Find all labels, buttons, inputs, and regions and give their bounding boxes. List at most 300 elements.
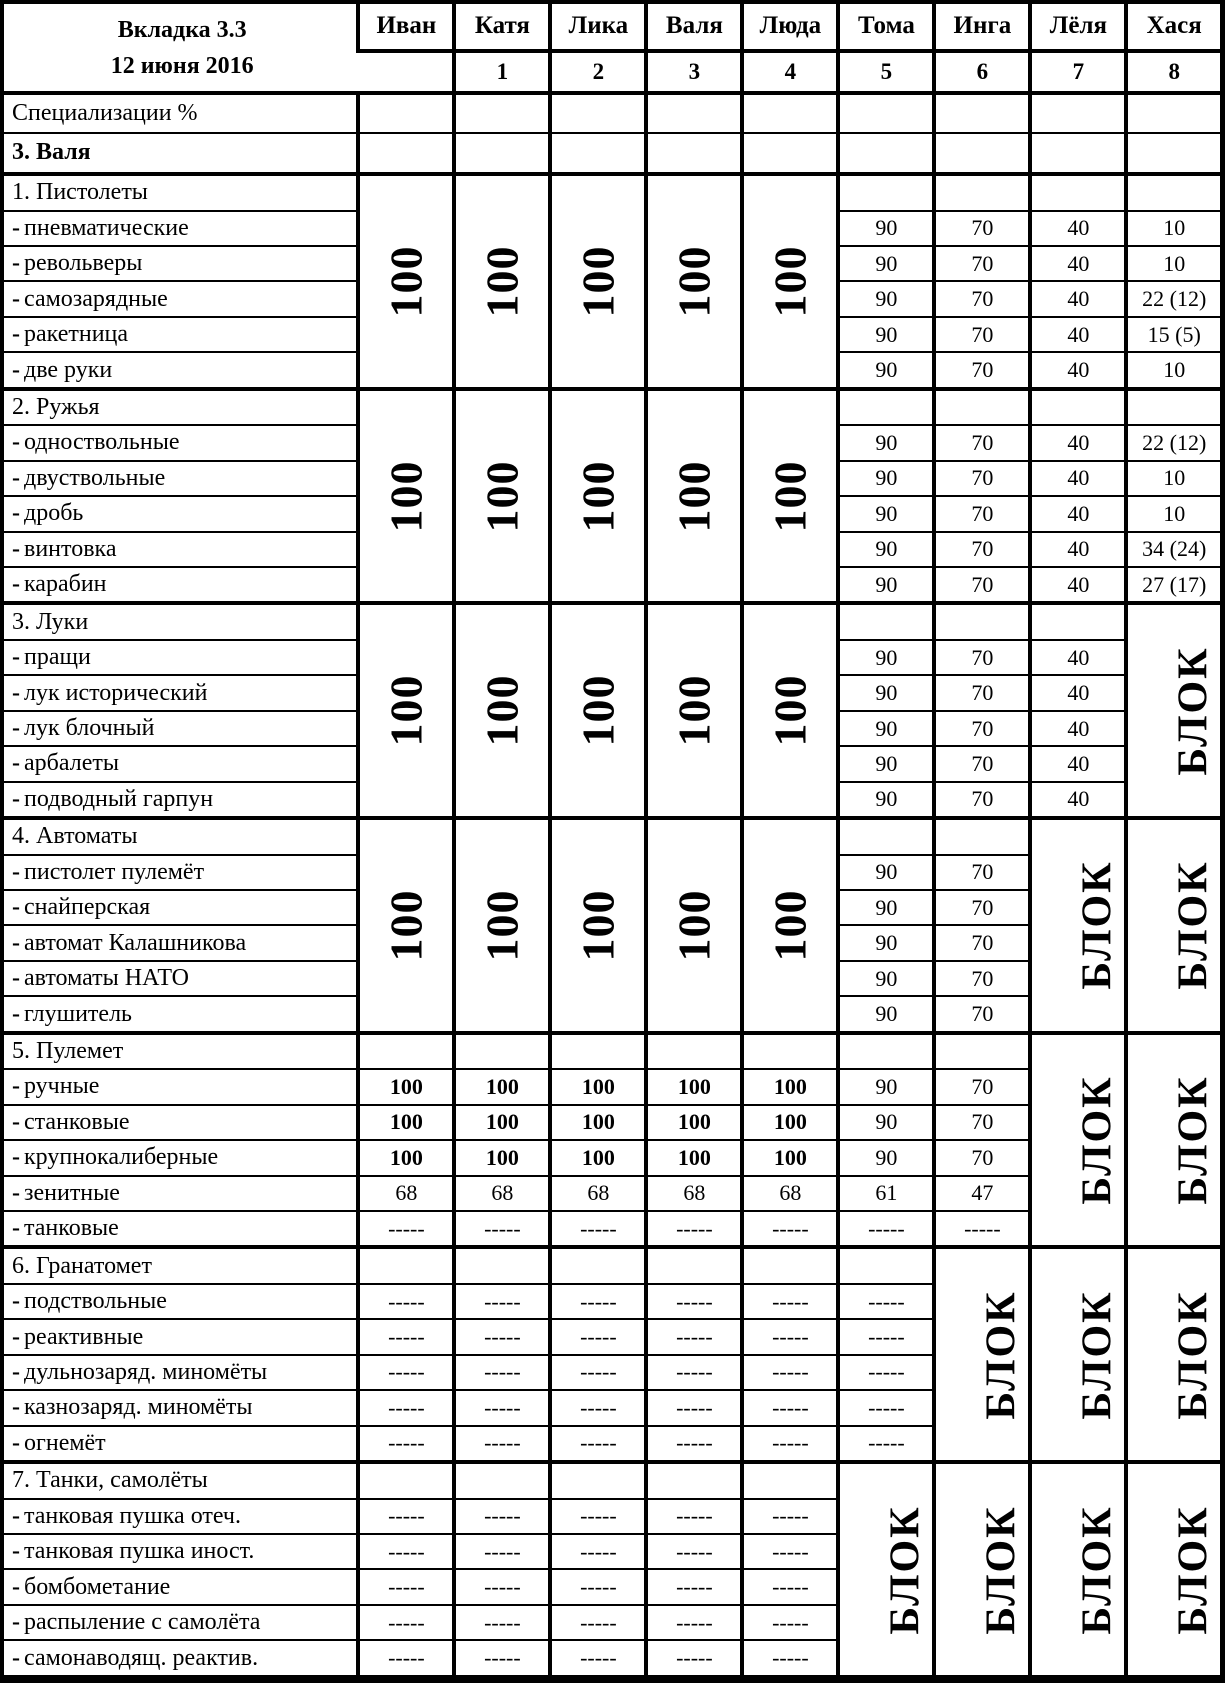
value-cell-katya: ----- bbox=[454, 1284, 550, 1319]
empty-cell-lika bbox=[550, 1462, 646, 1498]
value-cell-lika: ----- bbox=[550, 1426, 646, 1462]
full-100-cell-katya bbox=[454, 389, 550, 604]
section-title: 5. Пулемет bbox=[2, 1033, 358, 1069]
col-header-ivan: Иван bbox=[358, 2, 454, 51]
value-cell-toma: 61 bbox=[838, 1176, 934, 1211]
rotated-text: БЛОК bbox=[1074, 1504, 1121, 1635]
empty-cell-ivan bbox=[358, 1462, 454, 1498]
value-cell-inga: 70 bbox=[934, 1105, 1030, 1140]
empty-cell bbox=[358, 133, 454, 175]
empty-cell bbox=[1030, 133, 1126, 175]
value-cell-lyuda: 68 bbox=[742, 1176, 838, 1211]
rotated-text: 100 bbox=[668, 674, 720, 747]
empty-cell bbox=[550, 93, 646, 132]
value-cell-lika: ----- bbox=[550, 1640, 646, 1679]
value-cell-inga: 70 bbox=[934, 246, 1030, 281]
empty-cell bbox=[742, 93, 838, 132]
value-cell-katya: 100 bbox=[454, 1140, 550, 1175]
full-100-cell-ivan bbox=[358, 174, 454, 389]
item-dash: - bbox=[12, 715, 20, 741]
empty-cell-toma bbox=[838, 818, 934, 854]
col-header-lyuda: Люда bbox=[742, 2, 838, 51]
value-cell-lika: ----- bbox=[550, 1499, 646, 1534]
rotated-text: БЛОК bbox=[1074, 860, 1121, 991]
value-cell-toma: 90 bbox=[838, 532, 934, 567]
item-label: - снайперская bbox=[2, 890, 358, 925]
value-cell-inga: 70 bbox=[934, 675, 1030, 710]
table-title-cell bbox=[2, 2, 358, 93]
value-cell-lyuda: ----- bbox=[742, 1534, 838, 1569]
page-date: 12 июня 2016 bbox=[110, 52, 254, 79]
value-cell-lyolya: 40 bbox=[1030, 281, 1126, 316]
value-cell-toma: 90 bbox=[838, 925, 934, 960]
value-cell-inga: 70 bbox=[934, 281, 1030, 316]
empty-cell-ivan bbox=[358, 1033, 454, 1069]
col-number-inga: 6 bbox=[934, 51, 1030, 94]
value-cell-valya: ----- bbox=[646, 1640, 742, 1679]
value-cell-lika: ----- bbox=[550, 1355, 646, 1390]
item-dash: - bbox=[12, 1144, 20, 1171]
section-title: 7. Танки, самолёты bbox=[2, 1462, 358, 1498]
value-cell-lika: 68 bbox=[550, 1176, 646, 1211]
rotated-text: БЛОК bbox=[1170, 1504, 1217, 1635]
item-label: - дробь bbox=[2, 496, 358, 531]
item-label: - ракетница bbox=[2, 317, 358, 352]
value-cell-valya: ----- bbox=[646, 1390, 742, 1425]
value-cell-khasya: 10 bbox=[1126, 461, 1222, 496]
value-cell-toma: ----- bbox=[838, 1211, 934, 1247]
value-cell-lyolya: 40 bbox=[1030, 317, 1126, 352]
blocked-cell-lyolya bbox=[1030, 1247, 1126, 1462]
item-label: - подводный гарпун bbox=[2, 782, 358, 818]
value-cell-inga: 70 bbox=[934, 746, 1030, 781]
value-cell-inga: 70 bbox=[934, 567, 1030, 603]
value-cell-valya: ----- bbox=[646, 1534, 742, 1569]
value-cell-toma: 90 bbox=[838, 281, 934, 316]
item-dash: - bbox=[12, 1394, 20, 1421]
value-cell-lyolya: 40 bbox=[1030, 782, 1126, 818]
empty-cell-toma bbox=[838, 603, 934, 639]
value-cell-valya: ----- bbox=[646, 1319, 742, 1354]
value-cell-toma: 90 bbox=[838, 675, 934, 710]
value-cell-ivan: ----- bbox=[358, 1499, 454, 1534]
item-label: - станковые bbox=[2, 1105, 358, 1140]
value-cell-toma: 90 bbox=[838, 246, 934, 281]
col-header-katya: Катя bbox=[454, 2, 550, 51]
item-label: - пращи bbox=[2, 640, 358, 675]
empty-cell-lyolya bbox=[1030, 389, 1126, 425]
subtitle-specializations: Специализации % bbox=[2, 93, 358, 132]
blocked-cell-khasya bbox=[1126, 1247, 1222, 1462]
full-100-cell-ivan bbox=[358, 389, 454, 604]
col-number-toma: 5 bbox=[838, 51, 934, 94]
value-cell-inga: 70 bbox=[934, 532, 1030, 567]
rotated-text: 100 bbox=[380, 889, 432, 962]
value-cell-ivan: 68 bbox=[358, 1176, 454, 1211]
col-header-lika: Лика bbox=[550, 2, 646, 51]
full-100-cell-valya bbox=[646, 174, 742, 389]
item-dash: - bbox=[12, 1215, 20, 1242]
empty-cell-katya bbox=[454, 1033, 550, 1069]
value-cell-toma: 90 bbox=[838, 1140, 934, 1175]
item-dash: - bbox=[12, 250, 20, 277]
value-cell-lyolya: 40 bbox=[1030, 532, 1126, 567]
value-cell-ivan: 100 bbox=[358, 1140, 454, 1175]
value-cell-toma: 90 bbox=[838, 890, 934, 925]
item-dash: - bbox=[12, 535, 20, 562]
blocked-cell-khasya bbox=[1126, 1462, 1222, 1679]
section-title: 1. Пистолеты bbox=[2, 174, 358, 210]
value-cell-toma: 90 bbox=[838, 711, 934, 746]
value-cell-katya: ----- bbox=[454, 1499, 550, 1534]
value-cell-toma: 90 bbox=[838, 746, 934, 781]
full-100-cell-katya bbox=[454, 603, 550, 818]
value-cell-katya: ----- bbox=[454, 1640, 550, 1679]
value-cell-toma: ----- bbox=[838, 1284, 934, 1319]
value-cell-katya: ----- bbox=[454, 1605, 550, 1640]
value-cell-khasya: 27 (17) bbox=[1126, 567, 1222, 603]
value-cell-valya: 100 bbox=[646, 1105, 742, 1140]
empty-cell-katya bbox=[454, 1247, 550, 1283]
value-cell-katya: 100 bbox=[454, 1105, 550, 1140]
value-cell-khasya: 10 bbox=[1126, 496, 1222, 531]
item-dash: - bbox=[12, 571, 20, 598]
selected-person: 3. Валя bbox=[2, 133, 358, 175]
item-label: - двуствольные bbox=[2, 461, 358, 496]
item-label: - огнемёт bbox=[2, 1426, 358, 1462]
value-cell-lyolya: 40 bbox=[1030, 711, 1126, 746]
rotated-text: 100 bbox=[764, 245, 816, 318]
value-cell-toma: 90 bbox=[838, 640, 934, 675]
full-100-cell-katya bbox=[454, 818, 550, 1033]
value-cell-lyolya: 40 bbox=[1030, 211, 1126, 246]
rotated-text: БЛОК bbox=[1074, 1075, 1121, 1205]
value-cell-khasya: 10 bbox=[1126, 352, 1222, 388]
full-100-cell-lika bbox=[550, 818, 646, 1033]
value-cell-lyolya: 40 bbox=[1030, 640, 1126, 675]
empty-cell bbox=[934, 93, 1030, 132]
rotated-text: БЛОК bbox=[978, 1504, 1025, 1635]
item-dash: - bbox=[12, 965, 20, 992]
item-label: - казнозаряд. миномёты bbox=[2, 1390, 358, 1425]
empty-cell-toma bbox=[838, 1247, 934, 1283]
value-cell-lyuda: 100 bbox=[742, 1105, 838, 1140]
value-cell-lyuda: ----- bbox=[742, 1605, 838, 1640]
col-number-lika: 2 bbox=[550, 51, 646, 94]
value-cell-lyolya: 40 bbox=[1030, 567, 1126, 603]
empty-cell-inga bbox=[934, 389, 1030, 425]
empty-cell bbox=[646, 93, 742, 132]
blocked-cell-khasya bbox=[1126, 1033, 1222, 1248]
value-cell-valya: ----- bbox=[646, 1284, 742, 1319]
full-100-cell-lyuda bbox=[742, 603, 838, 818]
item-dash: - bbox=[12, 1502, 20, 1529]
value-cell-ivan: ----- bbox=[358, 1390, 454, 1425]
rotated-text: БЛОК bbox=[1074, 1290, 1121, 1420]
value-cell-lyuda: 100 bbox=[742, 1069, 838, 1104]
col-header-toma: Тома bbox=[838, 2, 934, 51]
blocked-cell-lyolya bbox=[1030, 818, 1126, 1033]
empty-cell bbox=[1126, 93, 1222, 132]
rotated-text: 100 bbox=[572, 460, 624, 533]
empty-cell-valya bbox=[646, 1247, 742, 1283]
item-label: - зенитные bbox=[2, 1176, 358, 1211]
value-cell-inga: 70 bbox=[934, 317, 1030, 352]
rotated-text: 100 bbox=[668, 889, 720, 962]
empty-cell-lyuda bbox=[742, 1033, 838, 1069]
value-cell-khasya: 22 (12) bbox=[1126, 281, 1222, 316]
value-cell-toma: ----- bbox=[838, 1355, 934, 1390]
rotated-text: 100 bbox=[668, 460, 720, 533]
value-cell-toma: 90 bbox=[838, 567, 934, 603]
item-label: - распыление с самолёта bbox=[2, 1605, 358, 1640]
value-cell-inga: 70 bbox=[934, 1140, 1030, 1175]
value-cell-khasya: 34 (24) bbox=[1126, 532, 1222, 567]
item-label: - автоматы НАТО bbox=[2, 961, 358, 996]
value-cell-inga: 70 bbox=[934, 855, 1030, 890]
item-label: - глушитель bbox=[2, 996, 358, 1032]
item-dash: - bbox=[12, 1073, 20, 1100]
value-cell-inga: 70 bbox=[934, 352, 1030, 388]
empty-cell-ivan bbox=[358, 1247, 454, 1283]
empty-cell-lyuda bbox=[742, 1247, 838, 1283]
empty-cell bbox=[934, 133, 1030, 175]
item-label: - пистолет пулемёт bbox=[2, 855, 358, 890]
item-label: - танковая пушка иност. bbox=[2, 1534, 358, 1569]
value-cell-khasya: 15 (5) bbox=[1126, 317, 1222, 352]
item-dash: - bbox=[12, 500, 20, 527]
value-cell-toma: 90 bbox=[838, 211, 934, 246]
value-cell-valya: 100 bbox=[646, 1140, 742, 1175]
page-title: Вкладка 3.3 bbox=[117, 16, 247, 43]
value-cell-toma: ----- bbox=[838, 1390, 934, 1425]
value-cell-valya: 100 bbox=[646, 1069, 742, 1104]
value-cell-khasya: 10 bbox=[1126, 246, 1222, 281]
full-100-cell-lika bbox=[550, 174, 646, 389]
value-cell-ivan: ----- bbox=[358, 1569, 454, 1604]
rotated-text: БЛОК bbox=[1170, 1075, 1217, 1205]
value-cell-toma: 90 bbox=[838, 461, 934, 496]
item-dash: - bbox=[12, 644, 20, 671]
blocked-cell-khasya bbox=[1126, 818, 1222, 1033]
col-number-khasya: 8 bbox=[1126, 51, 1222, 94]
value-cell-inga: 70 bbox=[934, 890, 1030, 925]
item-label: - пневматические bbox=[2, 211, 358, 246]
item-dash: - bbox=[12, 356, 20, 383]
item-label: - дульнозаряд. миномёты bbox=[2, 1355, 358, 1390]
value-cell-khasya: 22 (12) bbox=[1126, 425, 1222, 460]
value-cell-ivan: ----- bbox=[358, 1284, 454, 1319]
col-header-lyolya: Лёля bbox=[1030, 2, 1126, 51]
col-header-valya: Валя bbox=[646, 2, 742, 51]
rotated-text: БЛОК bbox=[1170, 860, 1217, 991]
value-cell-ivan: 100 bbox=[358, 1105, 454, 1140]
empty-cell-lyuda bbox=[742, 1462, 838, 1498]
section-title: 6. Гранатомет bbox=[2, 1247, 358, 1283]
value-cell-lyolya: 40 bbox=[1030, 675, 1126, 710]
empty-cell-inga bbox=[934, 1033, 1030, 1069]
value-cell-ivan: ----- bbox=[358, 1211, 454, 1247]
item-dash: - bbox=[12, 1108, 20, 1135]
item-dash: - bbox=[12, 750, 20, 777]
blocked-cell-lyolya bbox=[1030, 1033, 1126, 1248]
empty-cell-valya bbox=[646, 1462, 742, 1498]
full-100-cell-lyuda bbox=[742, 174, 838, 389]
empty-cell bbox=[550, 133, 646, 175]
col-header-inga: Инга bbox=[934, 2, 1030, 51]
value-cell-lika: ----- bbox=[550, 1390, 646, 1425]
full-100-cell-lika bbox=[550, 389, 646, 604]
item-label: - две руки bbox=[2, 352, 358, 388]
value-cell-lika: ----- bbox=[550, 1534, 646, 1569]
item-dash: - bbox=[12, 679, 20, 706]
rotated-text: 100 bbox=[572, 889, 624, 962]
value-cell-ivan: ----- bbox=[358, 1534, 454, 1569]
value-cell-lika: ----- bbox=[550, 1569, 646, 1604]
col-number-lyolya: 7 bbox=[1030, 51, 1126, 94]
full-100-cell-ivan bbox=[358, 818, 454, 1033]
value-cell-toma: 90 bbox=[838, 1069, 934, 1104]
value-cell-katya: ----- bbox=[454, 1211, 550, 1247]
value-cell-lyuda: ----- bbox=[742, 1569, 838, 1604]
item-label: - лук блочный bbox=[2, 711, 358, 746]
value-cell-lyuda: ----- bbox=[742, 1499, 838, 1534]
value-cell-inga: 70 bbox=[934, 961, 1030, 996]
empty-cell-inga bbox=[934, 174, 1030, 210]
item-label: - самозарядные bbox=[2, 281, 358, 316]
empty-cell bbox=[1126, 133, 1222, 175]
empty-cell bbox=[358, 93, 454, 132]
value-cell-lika: 100 bbox=[550, 1105, 646, 1140]
value-cell-toma: 90 bbox=[838, 352, 934, 388]
empty-cell-inga bbox=[934, 603, 1030, 639]
value-cell-katya: ----- bbox=[454, 1426, 550, 1462]
value-cell-inga: 70 bbox=[934, 496, 1030, 531]
item-label: - лук исторический bbox=[2, 675, 358, 710]
item-dash: - bbox=[12, 464, 20, 491]
value-cell-toma: ----- bbox=[838, 1319, 934, 1354]
empty-cell-lyolya bbox=[1030, 603, 1126, 639]
value-cell-lyuda: ----- bbox=[742, 1426, 838, 1462]
value-cell-toma: 90 bbox=[838, 782, 934, 818]
full-100-cell-lyuda bbox=[742, 818, 838, 1033]
col-number-katya: 1 bbox=[454, 51, 550, 94]
empty-cell bbox=[742, 133, 838, 175]
item-label: - арбалеты bbox=[2, 746, 358, 781]
blocked-cell-khasya bbox=[1126, 603, 1222, 818]
blocked-cell-toma bbox=[838, 1462, 934, 1679]
value-cell-inga: 70 bbox=[934, 425, 1030, 460]
section-title: 3. Луки bbox=[2, 603, 358, 639]
item-dash: - bbox=[12, 1323, 20, 1350]
value-cell-lyuda: 100 bbox=[742, 1140, 838, 1175]
item-label: - танковая пушка отеч. bbox=[2, 1499, 358, 1534]
item-label: - револьверы bbox=[2, 246, 358, 281]
value-cell-inga: 70 bbox=[934, 640, 1030, 675]
empty-cell-lyolya bbox=[1030, 174, 1126, 210]
value-cell-toma: 90 bbox=[838, 496, 934, 531]
value-cell-lika: ----- bbox=[550, 1284, 646, 1319]
full-100-cell-ivan bbox=[358, 603, 454, 818]
empty-cell-lika bbox=[550, 1247, 646, 1283]
value-cell-inga: 70 bbox=[934, 1069, 1030, 1104]
value-cell-ivan: 100 bbox=[358, 1069, 454, 1104]
item-dash: - bbox=[12, 1288, 20, 1315]
value-cell-valya: ----- bbox=[646, 1605, 742, 1640]
empty-cell bbox=[454, 93, 550, 132]
empty-cell-lika bbox=[550, 1033, 646, 1069]
value-cell-lyuda: ----- bbox=[742, 1390, 838, 1425]
value-cell-lyolya: 40 bbox=[1030, 496, 1126, 531]
item-dash: - bbox=[12, 1179, 20, 1206]
value-cell-valya: 68 bbox=[646, 1176, 742, 1211]
col-number-ivan bbox=[358, 51, 454, 94]
rotated-text: 100 bbox=[476, 889, 528, 962]
section-title: 2. Ружья bbox=[2, 389, 358, 425]
blocked-cell-inga bbox=[934, 1462, 1030, 1679]
item-label: - одноствольные bbox=[2, 425, 358, 460]
value-cell-valya: ----- bbox=[646, 1499, 742, 1534]
item-dash: - bbox=[12, 1573, 20, 1600]
value-cell-toma: 90 bbox=[838, 996, 934, 1032]
item-dash: - bbox=[12, 858, 20, 885]
empty-cell bbox=[838, 133, 934, 175]
rotated-text: БЛОК bbox=[882, 1504, 929, 1635]
item-dash: - bbox=[12, 429, 20, 456]
item-label: - подствольные bbox=[2, 1284, 358, 1319]
value-cell-katya: 68 bbox=[454, 1176, 550, 1211]
value-cell-inga: 47 bbox=[934, 1176, 1030, 1211]
empty-cell bbox=[838, 93, 934, 132]
value-cell-ivan: ----- bbox=[358, 1355, 454, 1390]
item-dash: - bbox=[12, 321, 20, 348]
value-cell-toma: 90 bbox=[838, 317, 934, 352]
rotated-text: БЛОК bbox=[1170, 1290, 1217, 1420]
value-cell-katya: ----- bbox=[454, 1390, 550, 1425]
value-cell-inga: 70 bbox=[934, 711, 1030, 746]
value-cell-ivan: ----- bbox=[358, 1426, 454, 1462]
item-dash: - bbox=[12, 1609, 20, 1636]
value-cell-valya: ----- bbox=[646, 1569, 742, 1604]
empty-cell-katya bbox=[454, 1462, 550, 1498]
value-cell-toma: 90 bbox=[838, 1105, 934, 1140]
value-cell-ivan: ----- bbox=[358, 1605, 454, 1640]
empty-cell bbox=[646, 133, 742, 175]
item-label: - крупнокалиберные bbox=[2, 1140, 358, 1175]
rotated-text: 100 bbox=[572, 674, 624, 747]
value-cell-lyolya: 40 bbox=[1030, 746, 1126, 781]
rotated-text: БЛОК bbox=[978, 1290, 1025, 1420]
empty-cell-inga bbox=[934, 818, 1030, 854]
value-cell-lyuda: ----- bbox=[742, 1211, 838, 1247]
value-cell-lyolya: 40 bbox=[1030, 425, 1126, 460]
value-cell-katya: ----- bbox=[454, 1355, 550, 1390]
rotated-text: 100 bbox=[476, 245, 528, 318]
value-cell-lyuda: ----- bbox=[742, 1355, 838, 1390]
value-cell-toma: 90 bbox=[838, 425, 934, 460]
value-cell-lyuda: ----- bbox=[742, 1640, 838, 1679]
empty-cell-khasya bbox=[1126, 389, 1222, 425]
value-cell-inga: 70 bbox=[934, 996, 1030, 1032]
value-cell-katya: ----- bbox=[454, 1319, 550, 1354]
rotated-text: 100 bbox=[764, 889, 816, 962]
full-100-cell-lika bbox=[550, 603, 646, 818]
item-label: - самонаводящ. реактив. bbox=[2, 1640, 358, 1679]
value-cell-lyolya: 40 bbox=[1030, 461, 1126, 496]
col-number-lyuda: 4 bbox=[742, 51, 838, 94]
item-dash: - bbox=[12, 1538, 20, 1565]
rotated-text: 100 bbox=[380, 674, 432, 747]
